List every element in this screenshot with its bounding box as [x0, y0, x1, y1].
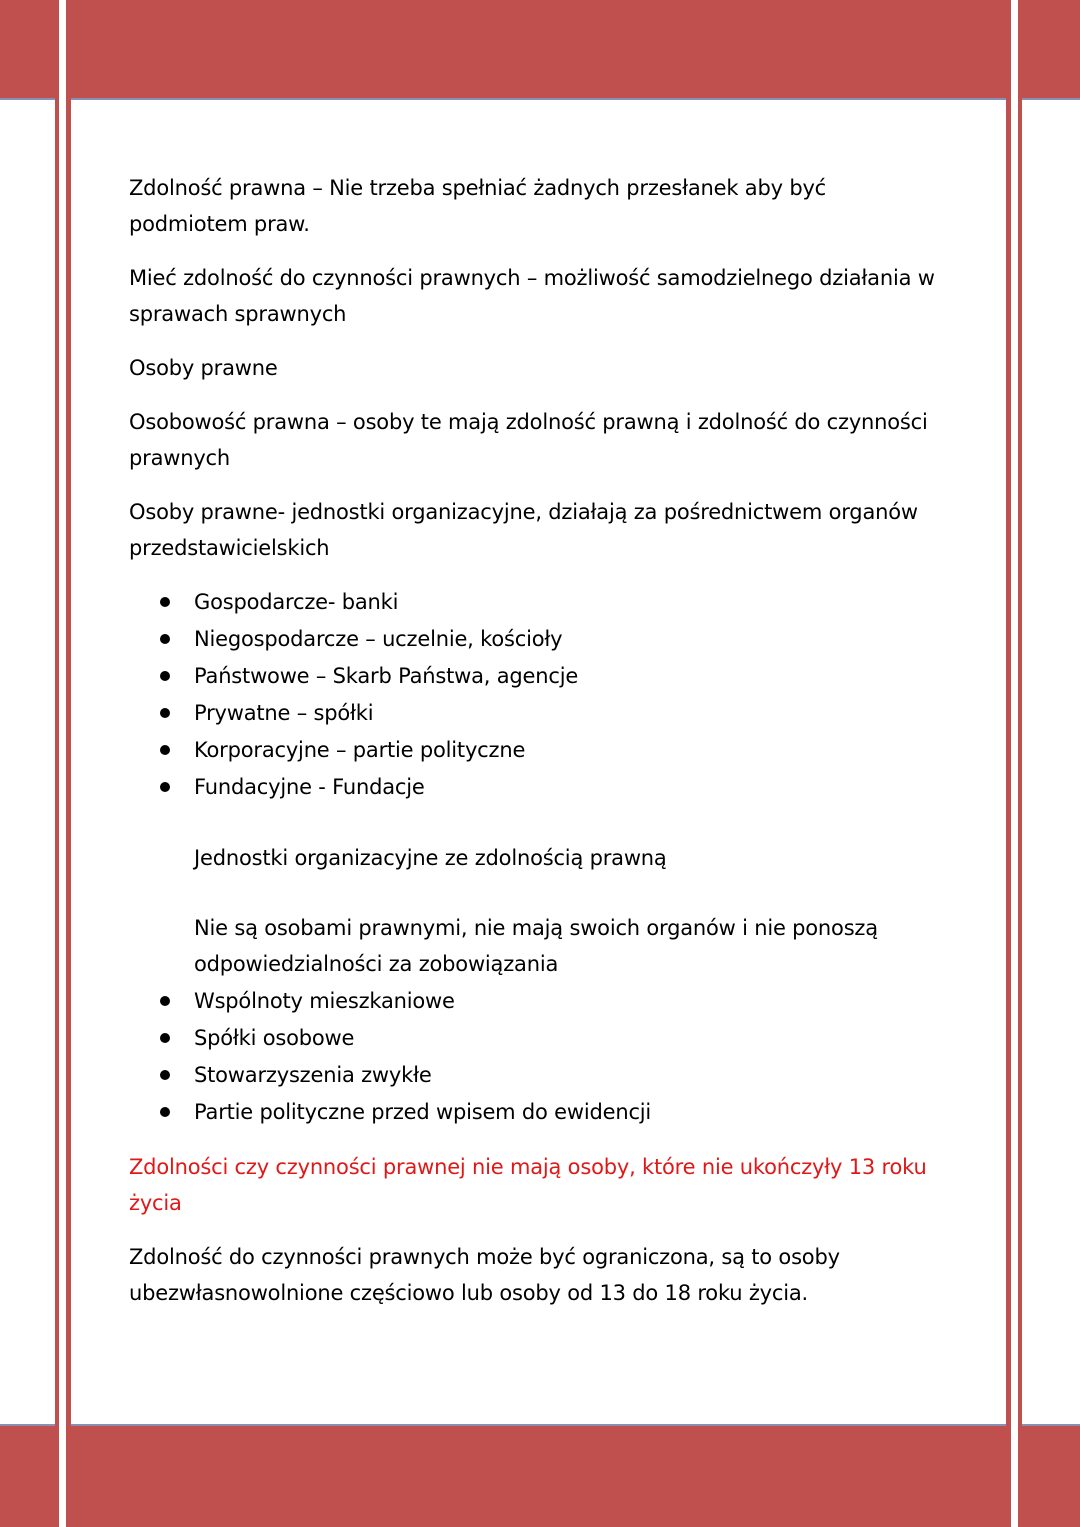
bullet-icon: [160, 671, 170, 681]
list-item: [194, 584, 949, 621]
list-item: [194, 658, 949, 695]
list-item: [194, 732, 949, 769]
list-item-label: Stowarzyszenia zwykłe: [194, 1063, 432, 1087]
list-item: [194, 983, 949, 1020]
paragraph-legal-capacity: Zdolność prawna – Nie trzeba spełniać żadnych przesłanek aby być podmiotem praw.: [129, 176, 827, 236]
bullet-icon: [160, 782, 170, 792]
header-band-edge: [0, 98, 1080, 100]
bullet-icon: [160, 1033, 170, 1043]
document-content: [129, 170, 949, 1329]
bullet-icon: [160, 996, 170, 1006]
paragraph-capacity-for-acts: Mieć zdolność do czynności prawnych – możliwość samodzielnego działania w sprawach sprawnych: [129, 266, 935, 326]
footer-band: [0, 1425, 1080, 1527]
list-item-label: Państwowe – Skarb Państwa, agencje: [194, 664, 579, 688]
left-border-gap: [59, 0, 66, 1527]
bullet-icon: [160, 597, 170, 607]
list-item-label: Gospodarcze- banki: [194, 590, 399, 614]
organizational-units-list: [129, 983, 949, 1131]
list-item: [194, 1057, 949, 1094]
header-band: [0, 0, 1080, 99]
list-item-label: Fundacyjne - Fundacje: [194, 775, 425, 799]
list-item: [194, 1094, 949, 1131]
paragraph-limited-capacity: Zdolność do czynności prawnych może być ograniczona, są to osoby ubezwłasnowolnione częściowo lub osoby od 13 do 18 roku życia.: [129, 1245, 840, 1305]
list-item: [194, 769, 949, 806]
bullet-icon: [160, 708, 170, 718]
organizational-units-description: Nie są osobami prawnymi, nie mają swoich organów i nie ponoszą odpowiedzialności za zobowiązania: [194, 916, 878, 976]
organizational-units-heading: Jednostki organizacyjne ze zdolnością prawną: [194, 846, 667, 870]
list-item-label: Korporacyjne – partie polityczne: [194, 738, 526, 762]
bullet-icon: [160, 1070, 170, 1080]
bullet-icon: [160, 1107, 170, 1117]
paragraph-legal-persons-heading: Osoby prawne: [129, 356, 278, 380]
paragraph-legal-personality: Osobowość prawna – osoby te mają zdolność prawną i zdolność do czynności prawnych: [129, 410, 928, 470]
right-border-outer: [1018, 0, 1022, 1527]
red-note: Zdolności czy czynności prawnej nie mają osoby, które nie ukończyły 13 roku życia: [129, 1155, 927, 1215]
bullet-icon: [160, 745, 170, 755]
bullet-icon: [160, 634, 170, 644]
list-item: [194, 695, 949, 732]
paragraph-legal-persons-definition: Osoby prawne- jednostki organizacyjne, działają za pośrednictwem organów przedstawicielskich: [129, 500, 918, 560]
list-item: [194, 1020, 949, 1057]
list-item-label: Spółki osobowe: [194, 1026, 355, 1050]
list-item-label: Partie polityczne przed wpisem do ewidencji: [194, 1100, 652, 1124]
legal-persons-list: [129, 584, 949, 806]
right-border-gap: [1011, 0, 1018, 1527]
list-item-label: Prywatne – spółki: [194, 701, 374, 725]
footer-band-edge: [0, 1424, 1080, 1426]
list-item: [194, 621, 949, 658]
left-border-inner: [66, 0, 71, 1527]
list-item-label: Wspólnoty mieszkaniowe: [194, 989, 455, 1013]
list-item-label: Niegospodarcze – uczelnie, kościoły: [194, 627, 563, 651]
